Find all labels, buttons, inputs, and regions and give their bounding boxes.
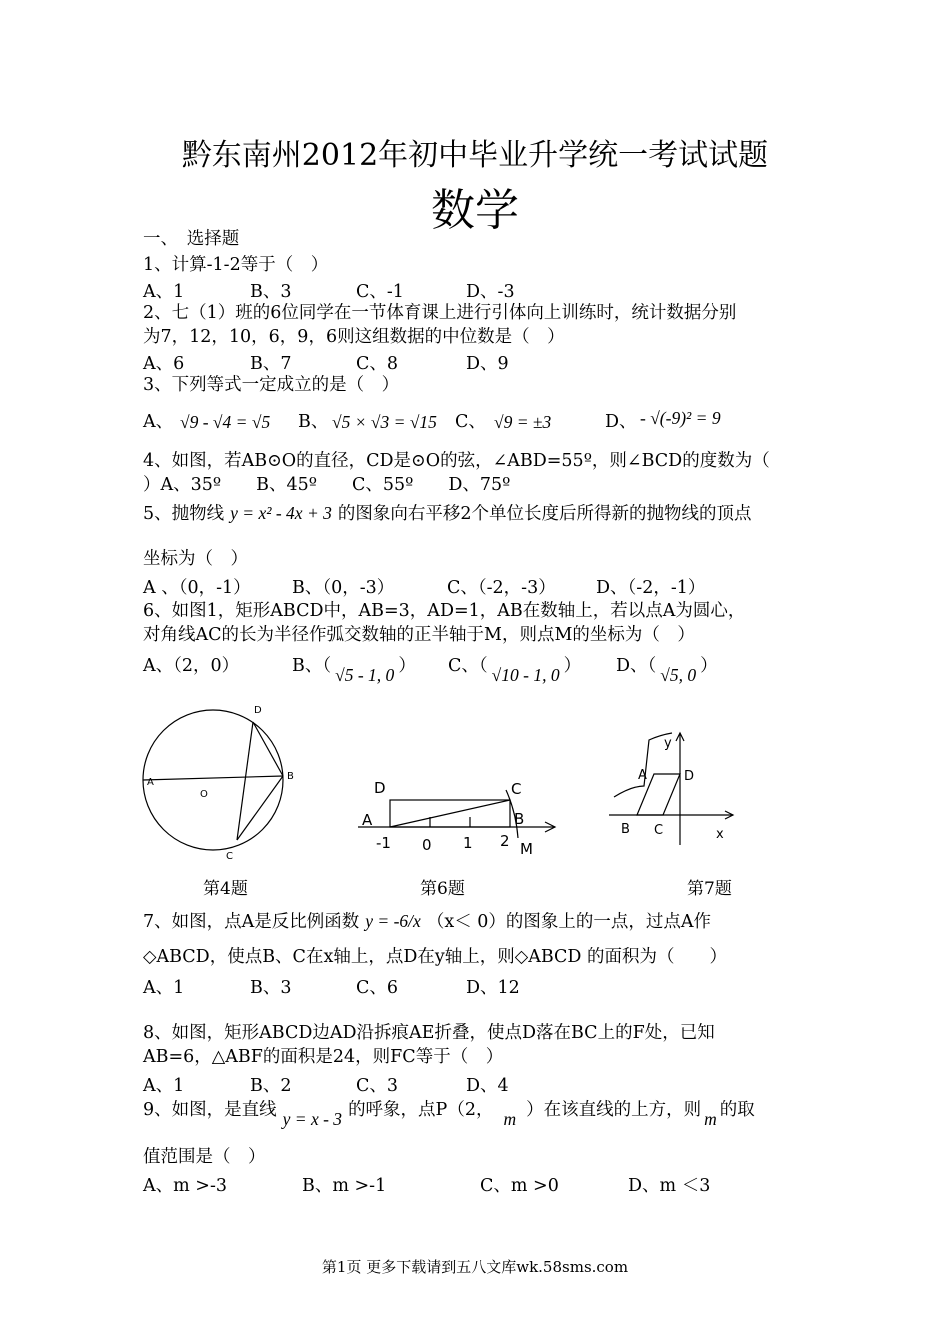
q9-expr: y = x - 3	[282, 1109, 343, 1129]
q5-prefix: 5、抛物线	[143, 504, 225, 524]
q6-c-label: C、（	[448, 656, 488, 676]
fig7-label: D	[684, 769, 695, 784]
fig6-label: -1	[376, 834, 391, 852]
q8-option-a: A、1	[143, 1076, 185, 1096]
q3-expr-b: √5 × √3 = √15	[332, 412, 437, 432]
fig6-arc	[506, 790, 518, 838]
q8-stem-1: 8、如图，矩形ABCD边AD沿拆痕AE折叠，使点D落在BC上的F处，已知	[143, 1023, 715, 1043]
fig7-hyperbola	[614, 733, 672, 797]
q1-stem: 1、计算-1-2等于（ ）	[143, 255, 329, 275]
fig6-label: M	[520, 840, 533, 858]
fig7-label: x	[716, 827, 724, 842]
fig6-caption: 第6题	[420, 879, 465, 899]
q2-stem-2: 为7，12，10，6，9，6则这组数据的中位数是（ ）	[143, 327, 565, 347]
q9-m: m	[503, 1109, 517, 1129]
q7-expr: y = -6/x	[365, 911, 421, 931]
fig7-label: y	[664, 736, 672, 751]
q6-expr-b: √5 - 1, 0	[335, 665, 395, 685]
fig4-label: C	[226, 851, 233, 862]
q8-option-b: B、2	[250, 1076, 292, 1096]
q9-stem-2: 值范围是（ ）	[143, 1147, 266, 1167]
q2-option-d: D、9	[466, 354, 509, 374]
fig7-label: C	[654, 823, 664, 838]
q7-stem-2: ◇ABCD，使点B、C在x轴上，点D在y轴上，则◇ABCD 的面积为（ ）	[143, 947, 728, 967]
q8-option-c: C、3	[356, 1076, 399, 1096]
q7-prefix: 7、如图，点A是反比例函数	[143, 912, 360, 932]
q5-suffix: 的图象向右平移2个单位长度后所得新的抛物线的顶点	[337, 504, 752, 524]
fig4-label: A	[147, 777, 154, 788]
q3-option-c: C、	[455, 412, 486, 432]
page-footer: 第1页 更多下载请到五八文库wk.58sms.com	[321, 1258, 629, 1276]
q5-option-a: A 、（0，-1）	[143, 578, 251, 598]
q1-option-c: C、-1	[356, 282, 404, 302]
fig6-label: D	[374, 779, 386, 797]
fig4-caption: 第4题	[203, 879, 248, 899]
q4-stem-2: ）A、35º B、45º C、55º D、75º	[143, 475, 511, 495]
q9-option-d: D、m ＜3	[628, 1176, 711, 1196]
q9-prefix: 9、如图，是直线	[143, 1100, 277, 1120]
q3-expr-d: - √(-9)² = 9	[640, 408, 721, 428]
q3-option-a: A、	[143, 412, 174, 432]
fig7-label: B	[621, 822, 630, 837]
fig7-label: A	[638, 768, 647, 783]
fig6-axis-arrow	[545, 822, 555, 832]
q6-option-c	[448, 652, 582, 685]
q9-mid: 的呼象，点P（2，	[348, 1100, 494, 1120]
q9-option-b: B、m >-1	[302, 1176, 387, 1196]
q2-option-c: C、8	[356, 354, 399, 374]
q6-stem-2: 对角线AC的长为半径作弧交数轴的正半轴于M，则点M的坐标为（ ）	[143, 625, 695, 645]
q8-option-d: D、4	[466, 1076, 509, 1096]
q9-option-c: C、m >0	[480, 1176, 559, 1196]
q6-option-b	[292, 652, 416, 685]
fig6-label: 2	[500, 832, 510, 850]
q2-option-b: B、7	[250, 354, 292, 374]
fig4-chord-dc	[237, 722, 253, 840]
q7-cond: （x＜ 0）的图象上的一点，过点A作	[426, 912, 712, 932]
fig6-label: C	[511, 780, 522, 798]
q1-option-d: D、-3	[466, 282, 515, 302]
q8-stem-2: AB=6，△ABF的面积是24，则FC等于（ ）	[143, 1047, 504, 1067]
q9-mid2: ）在该直线的上方，则	[526, 1100, 702, 1120]
q6-c-close: ）	[563, 656, 582, 676]
q2-option-a: A、6	[143, 354, 185, 374]
q3-option-d: D、	[605, 412, 637, 432]
q9-suffix: 的取	[719, 1100, 755, 1120]
fig7-caption: 第7题	[687, 879, 732, 899]
fig4-label: B	[287, 771, 294, 782]
q7-option-c: C、6	[356, 978, 399, 998]
figure-4	[143, 710, 283, 850]
q6-stem-1: 6、如图1，矩形ABCD中，AB=3，AD=1，AB在数轴上，若以点A为圆心，	[143, 601, 746, 621]
q6-option-d	[616, 652, 718, 685]
q3-expr-c: √9 = ±3	[494, 412, 552, 432]
fig6-label: B	[514, 810, 525, 828]
q1-option-a: A、1	[143, 282, 185, 302]
fig4-circle	[143, 710, 283, 850]
fig4-diameter-ab	[143, 776, 283, 780]
q6-expr-d: √5, 0	[660, 665, 697, 685]
subject-title: 数学	[431, 185, 519, 236]
q5-stem-2: 坐标为（ ）	[143, 549, 248, 569]
q5-option-c: C、（-2，-3）	[447, 578, 556, 598]
fig7-parallelogram	[637, 774, 680, 815]
q6-d-label: D、（	[616, 656, 657, 676]
fig7-x-arrow	[725, 811, 733, 819]
fig4-label: D	[254, 705, 262, 716]
q3-stem: 3、下列等式一定成立的是（ ）	[143, 375, 400, 395]
q5-option-b: B、（0，-3）	[292, 578, 395, 598]
figure-7	[609, 733, 733, 845]
q3-option-b: B、	[298, 412, 329, 432]
fig6-rectangle	[390, 800, 510, 827]
q5-expr: y = x² - 4x + 3	[230, 503, 332, 523]
q7-option-b: B、3	[250, 978, 292, 998]
q5-stem-line	[143, 502, 752, 525]
fig6-diagonal-ac	[390, 800, 510, 827]
fig4-chord-db	[253, 722, 283, 776]
fig7-y-arrow	[676, 733, 684, 741]
q2-stem-1: 2、七（1）班的6位同学在一节体育课上进行引体向上训练时，统计数据分别	[143, 303, 737, 323]
q6-d-close: ）	[700, 656, 718, 676]
q7-stem-line	[143, 910, 711, 933]
q4-stem-1: 4、如图，若AB⊙O的直径，CD是⊙O的弦，∠ABD=55º，则∠BCD的度数为（	[143, 451, 770, 471]
q6-b-label: B、（	[292, 656, 332, 676]
q5-option-d: D、（-2，-1）	[596, 578, 706, 598]
fig4-chord-cb	[237, 776, 283, 840]
q6-option-a: A、（2，0）	[143, 656, 240, 676]
q7-option-d: D、12	[466, 978, 520, 998]
section-heading: 一、 选择题	[143, 229, 240, 249]
q9-stem-line	[143, 1098, 755, 1129]
fig6-label: 1	[463, 834, 473, 852]
q3-expr-a: √9 - √4 = √5	[180, 412, 271, 432]
q9-option-a: A、m >-3	[143, 1176, 228, 1196]
q6-expr-c: √10 - 1, 0	[491, 665, 560, 685]
q7-option-a: A、1	[143, 978, 185, 998]
q1-option-b: B、3	[250, 282, 292, 302]
fig6-label: A	[362, 811, 373, 829]
fig4-label: O	[200, 789, 208, 800]
q9-m2: m	[704, 1109, 717, 1129]
figure-6	[358, 790, 555, 838]
q6-b-close: ）	[398, 656, 416, 676]
fig6-label: 0	[422, 836, 432, 854]
exam-title: 黔东南州2012年初中毕业升学统一考试试题	[181, 138, 769, 173]
